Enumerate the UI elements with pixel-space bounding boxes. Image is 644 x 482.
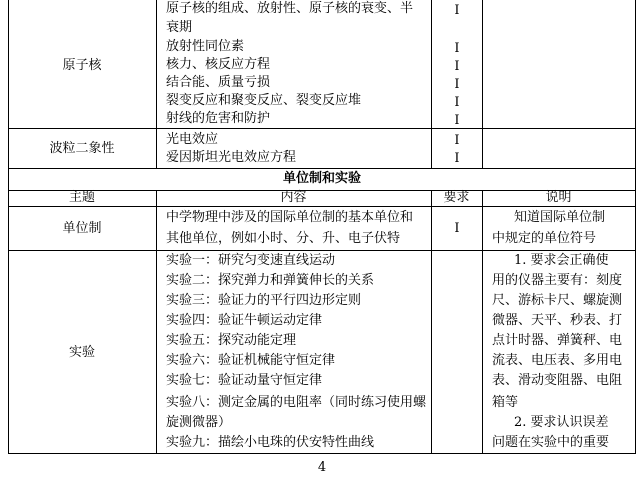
requirement-mark: I: [454, 41, 460, 56]
content-item: 射线的危害和防护: [166, 111, 271, 126]
note-line: 用的仪器主要有：刻度: [492, 273, 623, 288]
content-item: 裂变反应和聚变反应、裂变反应堆: [166, 93, 362, 108]
header-topic: 主题: [68, 190, 95, 205]
column-divider-requirement: [482, 0, 483, 168]
content-line: 其他单位，例如小时、分、升、电子伏特: [166, 231, 401, 246]
header-note: 说明: [545, 190, 572, 205]
experiment-item: 实验四：验证牛顿运动定律: [166, 313, 323, 328]
content-item: 放射性同位素: [166, 39, 245, 54]
header-requirement: 要求: [443, 190, 470, 205]
requirement-mark: I: [454, 59, 460, 74]
requirement-mark: I: [454, 77, 460, 92]
note-line: 点计时器、弹簧秤、电: [492, 333, 623, 348]
requirement-mark: I: [454, 151, 460, 166]
page-number: 4: [317, 460, 327, 475]
requirement-mark: I: [454, 113, 460, 128]
note-line: 微器、天平、秒表、打: [492, 313, 623, 328]
topic-unit-system: 单位制: [62, 221, 102, 236]
topic-atomic-nucleus: 原子核: [62, 58, 102, 73]
section-title: 单位制和实验: [282, 171, 361, 186]
note-line: 问题在实验中的重要: [492, 435, 610, 450]
requirement-mark: I: [454, 3, 460, 18]
column-divider-topic-2: [156, 190, 157, 454]
topic-wave-particle: 波粒二象性: [49, 141, 115, 156]
column-divider-content-2: [431, 190, 432, 454]
experiment-item: 实验三：验证力的平行四边形定则: [166, 293, 362, 308]
content-item: 爱因斯坦光电效应方程: [166, 150, 297, 165]
note-line: 流表、电压表、多用电: [492, 353, 623, 368]
experiment-item: 实验八：测定金属的电阻率（同时练习使用螺: [166, 395, 427, 410]
content-line: 中学物理中涉及的国际单位制的基本单位和: [166, 210, 414, 225]
column-divider-requirement-2: [482, 190, 483, 454]
topic-experiments: 实验: [68, 345, 95, 360]
note-line: 箱等: [492, 395, 519, 410]
note-line: 1. 要求会正确使: [514, 253, 609, 268]
syllabus-table: [8, 0, 636, 454]
content-item: 核力、核反应方程: [166, 57, 271, 72]
content-item: 原子核的组成、放射性、原子核的衰变、半: [166, 1, 414, 16]
table-border-right: [635, 0, 636, 454]
experiment-item: 实验六：验证机械能守恒定律: [166, 353, 336, 368]
note-line: 尺、游标卡尺、螺旋测: [492, 293, 623, 308]
requirement-mark: I: [454, 95, 460, 110]
experiment-item: 旋测微器）: [166, 415, 232, 430]
column-divider-content: [431, 0, 432, 168]
experiment-item: 实验五：探究动能定理: [166, 333, 297, 348]
header-content: 内容: [280, 190, 307, 205]
content-item: 结合能、质量亏损: [166, 75, 271, 90]
content-item: 光电效应: [166, 132, 219, 147]
requirement-mark: I: [454, 133, 460, 148]
experiment-item: 实验一：研究匀变速直线运动: [166, 253, 336, 268]
note-line: 2. 要求认识误差: [514, 415, 609, 430]
requirement-mark: I: [454, 221, 460, 236]
experiment-item: 实验九：描绘小电珠的伏安特性曲线: [166, 435, 375, 450]
column-divider-topic: [156, 0, 157, 168]
note-line: 中规定的单位符号: [492, 231, 597, 246]
experiment-item: 实验二：探究弹力和弹簧伸长的关系: [166, 273, 375, 288]
experiment-item: 实验七：验证动量守恒定律: [166, 373, 323, 388]
row-divider-atom-wave: [8, 128, 636, 129]
note-line: 知道国际单位制: [514, 210, 606, 225]
note-line: 表、滑动变阻器、电阻: [492, 373, 623, 388]
table-border-bottom: [8, 453, 636, 454]
content-item: 衰期: [166, 20, 193, 35]
